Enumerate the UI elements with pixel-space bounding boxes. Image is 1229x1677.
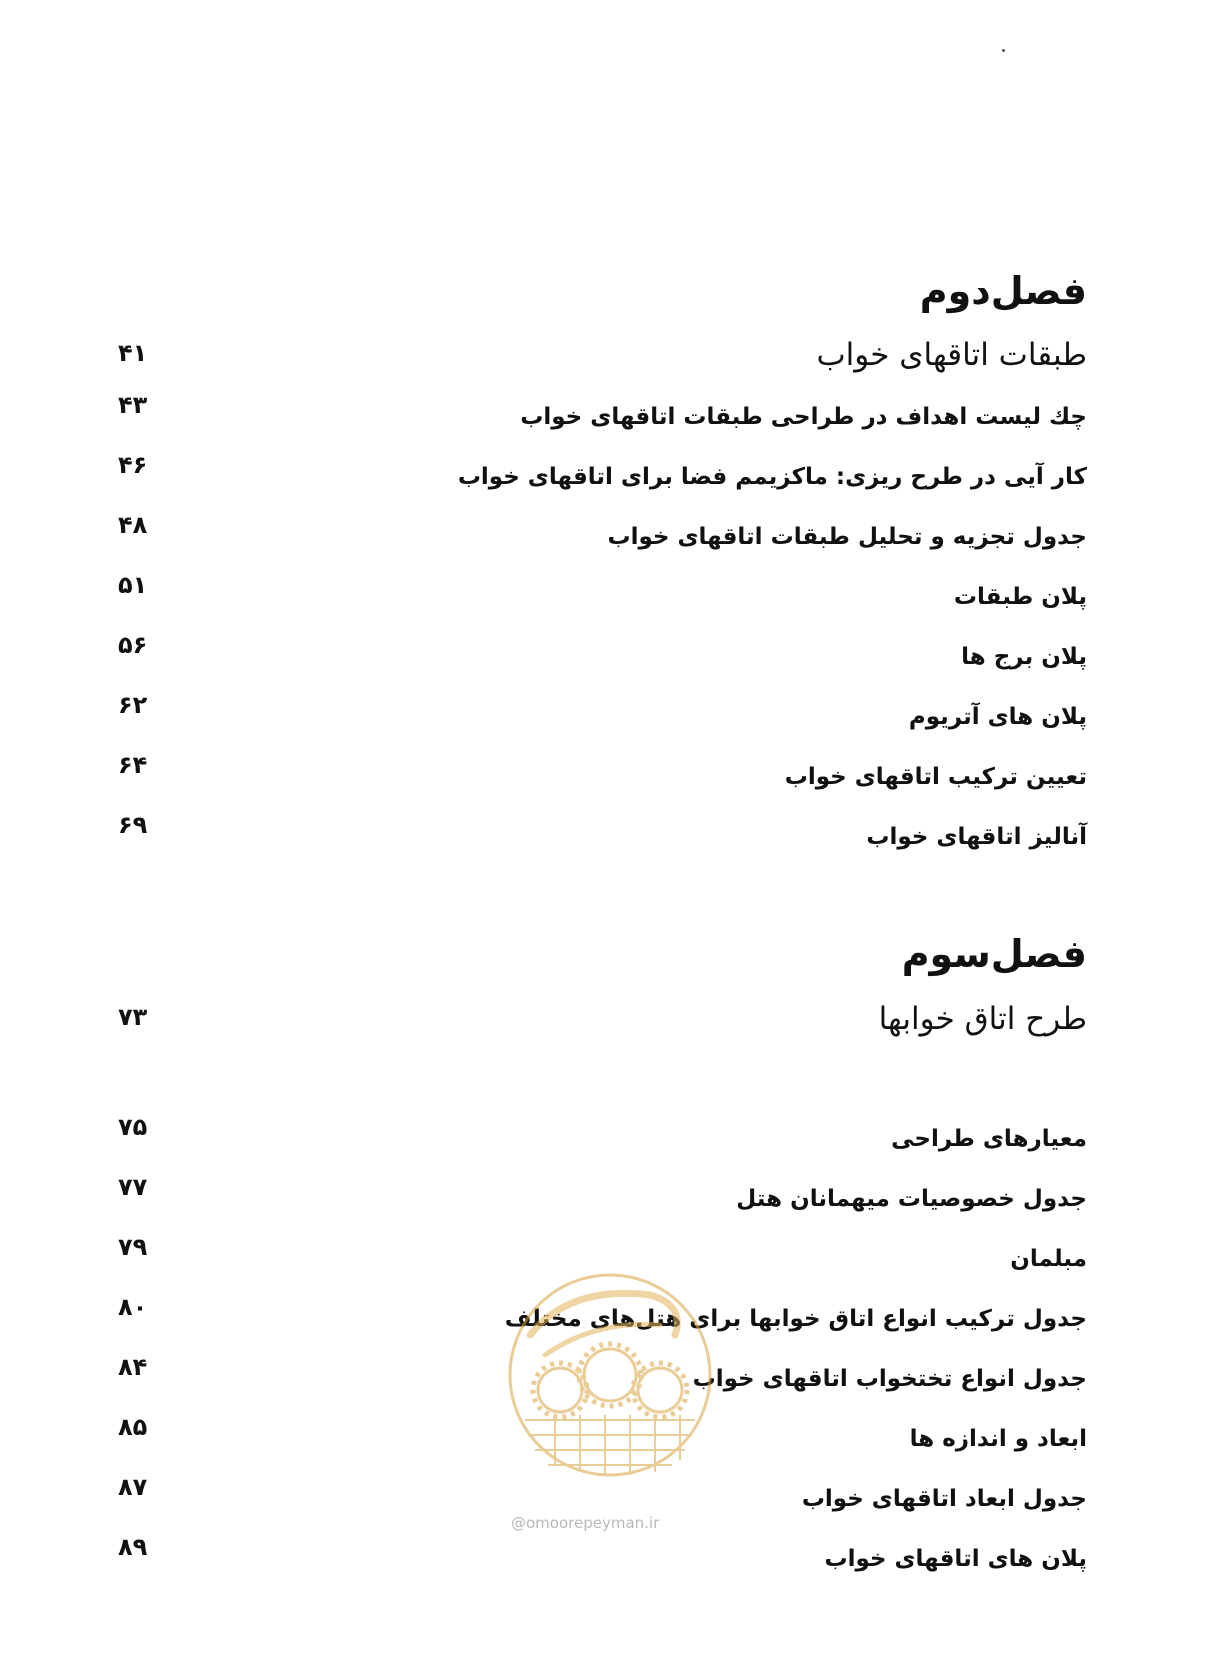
toc-entry-title: كار آیی در طرح ریزی: ماكزیمم فضا برای اتاقهای خواب	[457, 464, 1087, 490]
toc-entry-title: جدول تركیب انواع اتاق خوابها برای هتل‌های مختلف	[504, 1306, 1087, 1332]
toc-entry-title: پلان طبقات	[953, 584, 1087, 610]
toc-entry	[110, 811, 1087, 859]
toc-entry	[110, 1113, 1087, 1161]
chapter-heading: فصل‌سوم	[901, 932, 1087, 976]
toc-entry-title: جدول انواع تختخواب اتاقهای خواب	[692, 1366, 1087, 1392]
chapter-heading: فصل‌دوم	[919, 269, 1087, 313]
toc-entry	[110, 1533, 1087, 1581]
toc-entry-page: ۸۰	[118, 1293, 148, 1321]
toc-entry-title: آنالیز اتاقهای خواب	[866, 824, 1087, 850]
toc-entry-page: ۸۹	[118, 1533, 148, 1561]
toc-entry-page: ۴۸	[118, 511, 148, 539]
toc-entry-page: ۷۳	[118, 1003, 148, 1031]
toc-entry-title: چك لیست اهداف در طراحی طبقات اتاقهای خواب	[520, 404, 1087, 430]
toc-entry-title: پلان های اتاقهای خواب	[824, 1546, 1087, 1572]
toc-entry	[110, 997, 1087, 1041]
toc-entry-title: جدول تجزیه و تحلیل طبقات اتاقهای خواب	[607, 524, 1087, 550]
toc-entry	[110, 631, 1087, 679]
toc-entry-page: ۴۳	[118, 391, 148, 419]
toc-entry-title: جدول ابعاد اتاقهای خواب	[801, 1486, 1087, 1512]
toc-entry-page: ۶۴	[118, 751, 148, 779]
toc-entry	[110, 691, 1087, 739]
toc-entry-page: ۸۷	[118, 1473, 148, 1501]
toc-entry-page: ۶۲	[118, 691, 148, 719]
toc-entry-page: ۷۵	[118, 1113, 148, 1141]
toc-entry	[110, 751, 1087, 799]
toc-entry	[110, 451, 1087, 499]
watermark-seal-icon	[500, 1265, 720, 1505]
scan-speck	[1002, 49, 1005, 52]
toc-entry-page: ۴۱	[118, 339, 148, 367]
watermark-url: @omoorepeyman.ir	[511, 1514, 660, 1532]
toc-entry-page: ۴۶	[118, 451, 148, 479]
toc-entry	[110, 333, 1087, 377]
toc-entry-title: طبقات اتاقهای خواب	[816, 337, 1087, 373]
toc-entry-page: ۵۱	[118, 571, 148, 599]
toc-entry-title: ابعاد و اندازه ها	[909, 1426, 1087, 1452]
toc-entry-title: تعیین تركیب اتاقهای خواب	[784, 764, 1087, 790]
toc-entry-title: پلان برج ها	[961, 644, 1087, 670]
toc-entry	[110, 511, 1087, 559]
toc-entry-page: ۵۶	[118, 631, 148, 659]
toc-entry-title: معیارهای طراحی	[891, 1126, 1087, 1152]
toc-entry-page: ۶۹	[118, 811, 148, 839]
toc-entry-title: مبلمان	[1010, 1246, 1087, 1272]
toc-entry-page: ۸۵	[118, 1413, 148, 1441]
toc-entry-page: ۸۴	[118, 1353, 148, 1381]
toc-entry	[110, 571, 1087, 619]
toc-entry-page: ۷۹	[118, 1233, 148, 1261]
toc-entry-title: طرح اتاق خوابها	[878, 1001, 1087, 1037]
toc-entry	[110, 1173, 1087, 1221]
toc-entry-page: ۷۷	[118, 1173, 148, 1201]
toc-entry	[110, 391, 1087, 439]
toc-entry-title: پلان های آتریوم	[908, 704, 1087, 730]
toc-entry-title: جدول خصوصیات میهمانان هتل	[736, 1186, 1087, 1212]
